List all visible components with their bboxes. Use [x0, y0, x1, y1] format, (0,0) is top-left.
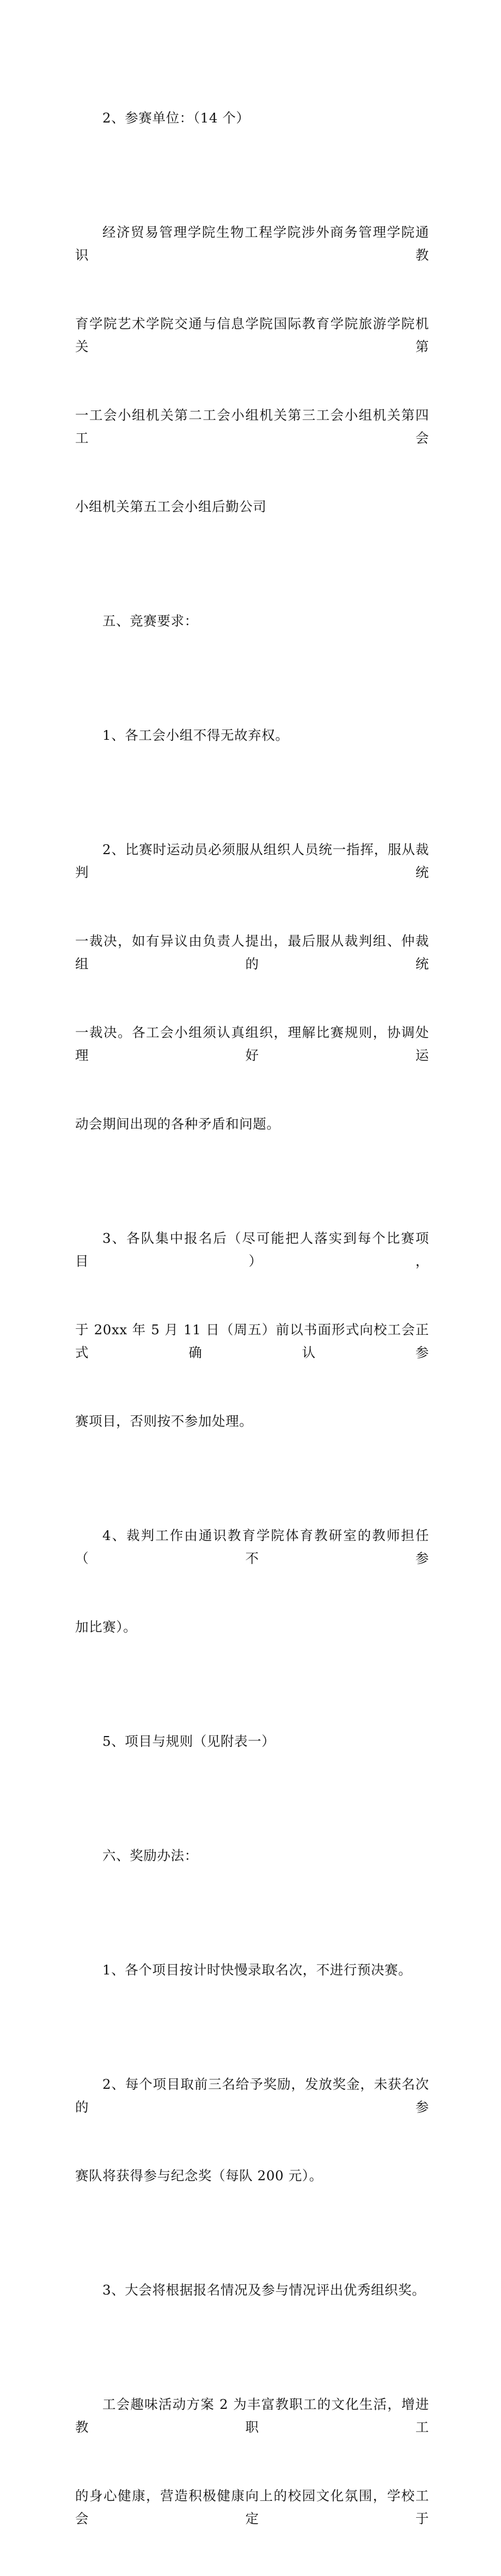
- text-line: 2、比赛时运动员必须服从组织人员统一指挥，服从裁判统: [75, 842, 429, 880]
- text-line: 的身心健康，营造积极健康向上的校园文化氛围，学校工会定于: [75, 2488, 429, 2526]
- section-heading-requirements: [75, 564, 429, 678]
- text-line: 六、奖励办法：: [102, 1848, 198, 1863]
- paragraph-participants-list: [75, 175, 429, 564]
- requirement-item-2: [75, 793, 429, 1181]
- requirement-item-5: [75, 1684, 429, 1799]
- text-line: 3、大会将根据报名情况及参与情况评出优秀组织奖。: [102, 2282, 426, 2298]
- text-line: 赛项目，否则按不参加处理。: [75, 1413, 253, 1429]
- text-line: 2、每个项目取前三名给予奖励，发放奖金，未获名次的参: [75, 2076, 429, 2115]
- text-line: 赛队将获得参与纪念奖（每队 200 元）。: [75, 2168, 323, 2184]
- text-line: 2、参赛单位：（14 个）: [102, 110, 250, 126]
- text-line: 育学院艺术学院交通与信息学院国际教育学院旅游学院机关第: [75, 316, 429, 354]
- text-line: 动会期间出现的各种矛盾和问题。: [75, 1116, 280, 1132]
- paragraph-plan-2-intro: [75, 2347, 429, 2576]
- text-line: 4、裁判工作由通识教育学院体育教研室的教师担任（不参: [75, 1528, 429, 1566]
- text-line: 工会趣味活动方案 2 为丰富教职工的文化生活，增进教职工: [75, 2396, 429, 2435]
- requirement-item-4: [75, 1479, 429, 1684]
- section-heading-awards: [75, 1799, 429, 1913]
- text-line: 3、各队集中报名后（尽可能把人落实到每个比赛项目），: [75, 1230, 429, 1269]
- text-line: 一裁决。各工会小组须认真组织，理解比赛规则，协调处理好运: [75, 1025, 429, 1063]
- text-line: 1、各个项目按计时快慢录取名次，不进行预决赛。: [102, 1962, 412, 1978]
- text-line: 经济贸易管理学院生物工程学院涉外商务管理学院通识教: [75, 224, 429, 263]
- award-item-2: [75, 2027, 429, 2233]
- requirement-item-1: [75, 678, 429, 793]
- paragraph-participants-heading: [75, 61, 429, 175]
- text-line: 五、竞赛要求：: [102, 613, 198, 629]
- text-line: 1、各工会小组不得无故弃权。: [102, 727, 289, 743]
- text-line: 5、项目与规则（见附表一）: [102, 1733, 276, 1749]
- document-page: [75, 61, 429, 2576]
- text-line: 加比赛）。: [75, 1619, 137, 1635]
- award-item-1: [75, 1913, 429, 2027]
- requirement-item-3: [75, 1181, 429, 1479]
- text-line: 于 20xx 年 5 月 11 日（周五）前以书面形式向校工会正式确认参: [75, 1322, 429, 1360]
- text-line: 一工会小组机关第二工会小组机关第三工会小组机关第四工会: [75, 407, 429, 446]
- award-item-3: [75, 2233, 429, 2347]
- text-line: 一裁决，如有异议由负责人提出，最后服从裁判组、仲裁组的统: [75, 933, 429, 972]
- text-line: 小组机关第五工会小组后勤公司: [75, 499, 267, 514]
